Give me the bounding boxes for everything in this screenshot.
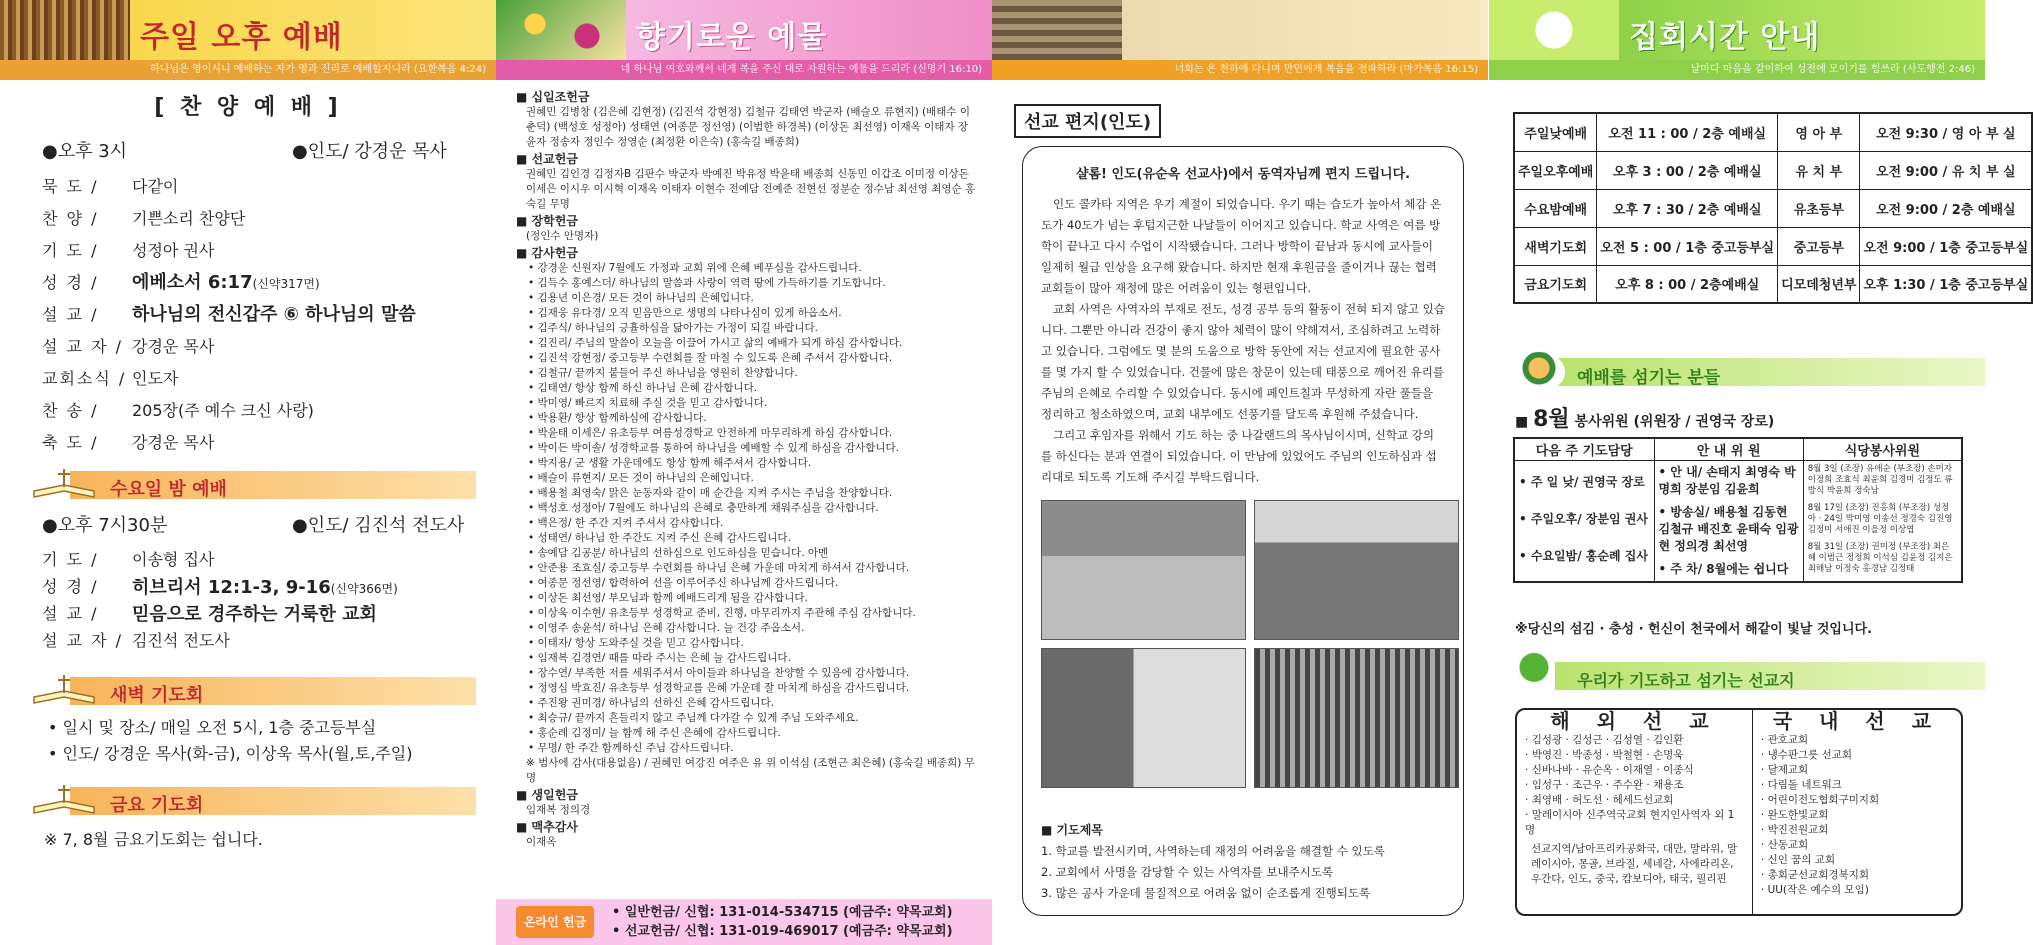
bible-icon — [30, 671, 100, 709]
bible-icon — [30, 465, 100, 503]
header-verse: 날마다 마음을 같이하여 성전에 모이기를 힘쓰라 (사도행전 2:46) — [1489, 60, 1985, 80]
list-item: 성 경 / 에베소서 6:17(신약317면) — [42, 272, 320, 293]
table-row: 금요기도회 오후 8 : 00 / 2층예배실 디모데청년부 오후 1:30 / 1층 중고등부실 — [1514, 265, 2032, 303]
list-item: · 산동교회 — [1761, 838, 1953, 853]
list-item: • 김득수 홍예스더/ 하나님의 말씀과 사랑이 역력 땅에 가득하기를 기도합니다. — [528, 276, 976, 291]
list-item: • 김진리/ 주님의 말씀이 오늘을 이끌어 가시고 삶의 예배가 되게 하심 감사합니다. — [528, 336, 976, 351]
letter-body: 인도 콜카타 지역은 우기 계절이 되었습니다. 우기 때는 습도가 높아서 체감 온도가 40도가 넘는 후텁지근한 나날들이 이어지고 있습니다. 학교 사역은 여름 방학이 끝나고 다시 수업이 시작됐습니다. 그러나 방학이 끝남과 동시에 교사들이 일제히 월급 인상을 요구해 왔습니다. 하지만 현재 후원금을 줄이거나 끊는 협력 교회들이 많아 재정에 많은 어려움이 있는 형편입니다. 교회 사역은 사역자의 부재로 전도, 성경 공부 등의 활동이 전혀 되지 않고 있습니다. 그뿐만 아니라 건강이 좋지 않아 체력이 많이 약해져서, 조심하려고 노력하고 있습니다. 그럼에도 몇 분의 도움으로 방학 동안에 저는 선교지에 필요한 공사를 몇 가지 할 수 있었습니다. 건물에 많은 창문이 있는데 태풍으로 깨어진 유리를 주님의 은혜로 수리할 수 있었습니다. 동시에 페인트칠과 무성하게 자란 풀들을 정리하고 청소하였으며, 교회 내부에도 선풍기를 달도록 후원해 주셨습니다. 그리고 후임자를 위해서 기도 하는 중 나갈랜드의 목사님이시며, 신학교 강의를 하신다는 분과 연결이 되었습니다. 이 만남에 있었어도 주님의 인도하심과 섭리대로 되도록 기도해 주시길 부탁드립니다. — [1041, 197, 1445, 484]
friday-note: ※ 7, 8월 금요기도회는 쉽니다. — [44, 830, 263, 849]
offering-list: ■ 십일조헌금 권혜민 김병창 (김은혜 김현정) (김진석 강현정) 김철규 김태연 박군자 (배슬오 류현지) (배태수 이춘덕) (백성호 성정아) 성태연 (여종문 정선영) (이범한 하경복) (이상돈 최선영) 이재옥 이태자 장윤자 정송자 정인수 정영순 (최정환 이은숙) (홍숙길 배종희) ■ 선교헌금 권혜민 김인경 김정자B 김판수 박군자 박예진 박유정 박윤태 배종희 신동민 이갑조 이미정 이상돈 이세은 이시우 이시혁 이재옥 이태자 이현수 전예담 전예준 전현선 정분순 정수남 최선영 최영순 홍숙길 무명 ■ 장학헌금 (정인수 안명자) ■ 감사헌금 • 강경운 신원자/ 7월에도 가정과 교회 위에 은혜 베푸심을 감사드립니다. • 김득수 홍예스더/ 하나님의 말씀과 사랑이 역력 땅에 가득하기를 기도합니다. • 김용년 이은경/ 모든 것이 하나님의 은혜입니다. • 김재웅 유다경/ 오직 믿음만으로 생명의 나타나심이 있게 하옵소서. • 김주식/ 하나님의 긍휼하심을 닮아가는 가정이 되길 바랍니다. • 김진리/ 주님의 말씀이 오늘을 이끌어 가시고 삶의 예배가 되게 하심 감사합니다. • 김진석 강현정/ 중고등부 수련회를 잘 마칠 수 있도록 은혜 주셔서 감사합니다. • 김철규/ 끝까지 붙들어 주신 하나님을 영원히 찬양합니다. • 김태연/ 항상 함께 하신 하나님 은혜 감사합니다. • 박미영/ 빠르지 치료해 주실 것을 믿고 감사합니다. • 박용환/ 항상 함께하심에 감사합니다. • 박윤태 이세은/ 유초등부 여름성경학교 안전하게 마무리하게 하심 감사합니다. • 박이든 박이솔/ 성경학교를 통하여 하나님을 예배할 수 있게 하심을 감사합니다. • 박지용/ 군 생활 가운데에도 항상 함께 해주셔서 감사합니다. • 배슬이 류현지/ 모든 것이 하나님의 은혜입니다. • 배용철 최영숙/ 맑은 눈동자와 같이 매 순간을 지켜 주시는 주님을 찬양합니다. • 백성호 성정아/ 7월에도 하나님의 은혜로 충만하게 채워주심을 감사합니다. • 백은정/ 한 주간 지켜 주셔서 감사합니다. • 성태연/ 하나님 한 주간도 지켜 주신 은혜 감사드립니다. • 송예담 김공분/ 하나님의 선하심으로 인도하심을 믿습니다. 아멘 • 안준용 조효실/ 중고등부 수련회를 하나님 은혜 가운데 마치게 하셔서 감사합니다. • 여종문 정선영/ 합력하여 선을 이루어주신 하나님께 감사드립니다. • 이상돈 최선영/ 부모님과 함께 예배드리게 됨을 감사합니다. • 이상욱 이수현/ 유초등부 성경학교 준비, 진행, 마무리까지 주관해 주심 감사합니다. • 이영주 송윤석/ 하나님 은혜 감사합니다. 늘 건강 주옵소서. • 이태자/ 항상 도와주실 것을 믿고 감사합니다. • 임재복 김경연/ 때를 따라 주시는 은혜 늘 감사드립니다. • 장수연/ 부족한 저를 세워주셔서 아이들과 하나님을 찬양할 수 있음에 감사합니다. • 정영심 박효진/ 유초등부 성경학교를 은혜 가운데 잘 마치게 하심을 감사드립니다. • 주진왕 권미경/ 하나님의 선하신 은혜 감사드립니다. • 최승규/ 끝까지 흔들리지 않고 주님께 다가갈 수 있게 주님 도와주세요. • 홍순례 김정미/ 늘 함께 해 주신 은혜에 감사드립니다. • 무명/ 한 주간 함께하신 주님 감사드립니다. ※ 범사에 감사(대용없음) / 권혜민 여강진 여주은 유 위 이석심 (조현근 최은혜) (홍숙길 배종희) 무명 ■ 생일헌금 임재복 정의경 ■ 맥추감사 이재옥 — [496, 80, 992, 850]
pledge-note: ※당신의 섬김 · 충성 · 헌신이 천국에서 해같이 빛날 것입니다. — [1515, 622, 1873, 637]
mission-heading: 우리가 기도하고 섬기는 선교지 — [1513, 652, 1985, 696]
wednesday-heading: 수요일 밤 예배 — [30, 465, 476, 499]
list-item: • 주진왕 권미경/ 하나님의 선하신 은혜 감사드립니다. — [528, 696, 976, 711]
section-title: [ 찬 양 예 배 ] — [154, 95, 342, 120]
month-committee: ■ 8월 봉사위원 (위원장 / 권영국 장로) — [1515, 407, 1775, 432]
list-item: 기 도 / 이송형 집사 — [42, 550, 215, 569]
list-item: 교회소식 / 인도자 — [42, 368, 179, 388]
list-item: • 이영주 송윤석/ 하나님 은혜 감사합니다. 늘 건강 주옵소서. — [528, 621, 976, 636]
list-item: • 박이든 박이솔/ 성경학교를 통하여 하나님을 예배할 수 있게 하심을 감사합니다. — [528, 441, 976, 456]
list-item: · 신바나바 · 유순옥 · 이재열 · 이종식 — [1525, 763, 1744, 778]
list-item: • 최승규/ 끝까지 흔들리지 않고 주님께 다가갈 수 있게 주님 도와주세요. — [528, 711, 976, 726]
list-item: • 박지용/ 군 생활 가운데에도 항상 함께 해주셔서 감사합니다. — [528, 456, 976, 471]
page-title: 집회시간 안내 — [1629, 20, 1821, 55]
list-item: 설 교 / 믿음으로 경주하는 거룩한 교회 — [42, 603, 377, 625]
header-verse: 너희는 온 천하에 다니며 만민에게 복음을 전파하라 (마가복음 16:15) — [992, 60, 1488, 80]
serve-heading: 예배를 섬기는 분들 — [1513, 352, 1985, 392]
photo — [1254, 500, 1459, 640]
list-item: 묵 도 / 다같이 — [42, 176, 179, 196]
list-item: 찬 양 / 기쁜소리 찬양단 — [42, 208, 246, 228]
list-item: · 냉수판그릇 선교회 — [1761, 748, 1953, 763]
list-item: • 송예담 김공분/ 하나님의 선하심으로 인도하심을 믿습니다. 아멘 — [528, 546, 976, 561]
table-row: 수요밤예배 오후 7 : 30 / 2층 예배실 유초등부 오전 9:00 / 2층 예배실 — [1514, 189, 2032, 227]
header-offerings — [496, 0, 992, 80]
list-item: • 김태연/ 항상 함께 하신 하나님 은혜 감사합니다. — [528, 381, 976, 396]
list-item: · UU(작은 예수의 모임) — [1761, 883, 1953, 898]
wednesday-time: ●오후 7시30분 — [42, 515, 168, 536]
photo — [1041, 648, 1246, 788]
photo-grid — [1041, 500, 1445, 788]
list-item: 설 교 자 / 김진석 전도사 — [42, 631, 230, 650]
header-photo-congregation — [0, 0, 130, 60]
list-item: 성 경 / 히브리서 12:1-3, 9-16(신약366면) — [42, 576, 398, 598]
list-item: • 홍순례 김정미/ 늘 함께 해 주신 은혜에 감사드립니다. — [528, 726, 976, 741]
online-offering-badge: 온라인 헌금 — [516, 906, 594, 938]
list-item: • 김주식/ 하나님의 긍휼하심을 닮아가는 가정이 되길 바랍니다. — [528, 321, 976, 336]
list-item: • 백은정/ 한 주간 지켜 주셔서 감사합니다. — [528, 516, 976, 531]
list-item: · 김성광 · 김성근 · 김성열 · 김인환 — [1525, 733, 1744, 748]
panel-schedule — [1489, 0, 2029, 945]
list-item: • 김재웅 유다경/ 오직 믿음만으로 생명의 나타나심이 있게 하옵소서. — [528, 306, 976, 321]
table-row: 주일오후예배 오후 3 : 00 / 2층 예배실 유 치 부 오전 9:00 / 유 치 부 실 — [1514, 151, 2032, 189]
list-item: · 신인 꿈의 교회 — [1761, 853, 1953, 868]
photo — [1254, 648, 1459, 788]
worship-leader: ●인도/ 강경운 목사 — [292, 141, 447, 162]
letter-box — [1022, 146, 1464, 916]
header-photo-light — [1489, 0, 1619, 60]
list-item: • 백성호 성정아/ 7월에도 하나님의 은혜로 충만하게 채워주심을 감사합니다. — [528, 501, 976, 516]
panel-mission-letter — [992, 0, 1488, 945]
list-item: · 다림돌 네트워크 — [1761, 778, 1953, 793]
online-offering — [496, 899, 992, 945]
wednesday-leader: ●인도/ 김진석 전도사 — [292, 515, 465, 536]
list-item: • 장수연/ 부족한 저를 세워주셔서 아이들과 하나님을 찬양할 수 있음에 감사합니다. — [528, 666, 976, 681]
worship-time: ●오후 3시 — [42, 141, 128, 162]
list-item: • 박미영/ 빠르지 치료해 주실 것을 믿고 감사합니다. — [528, 396, 976, 411]
list-item: · 말레이시아 신주역국교회 현지인사역자 외 1명 — [1525, 808, 1744, 838]
list-item: • 이상돈 최선영/ 부모님과 함께 예배드리게 됨을 감사합니다. — [528, 591, 976, 606]
table-row: 새벽기도회 오전 5 : 00 / 1층 중고등부실 중고등부 오전 9:00 / 1층 중고등부실 — [1514, 227, 2032, 265]
header-mission — [992, 0, 1488, 80]
list-item: · 어린이전도협회구미지회 — [1761, 793, 1953, 808]
photo — [1041, 500, 1246, 640]
schedule-table — [1513, 112, 2033, 304]
list-item: • 박용환/ 항상 함께하심에 감사합니다. — [528, 411, 976, 426]
header-photo-flowers — [496, 0, 626, 60]
wednesday-order — [0, 545, 496, 653]
list-item: • 여종문 정선영/ 합력하여 선을 이루어주신 하나님께 감사드립니다. — [528, 576, 976, 591]
list-item: 기 도 / 성정아 권사 — [42, 240, 215, 260]
list-item: · 총회군선교회경북지회 — [1761, 868, 1953, 883]
list-item: · 임성구 · 조근우 · 주수완 · 채용조 — [1525, 778, 1744, 793]
panel-afternoon-worship — [0, 0, 496, 945]
header-verse: 하나님은 영이시니 예배하는 자가 영과 진리로 예배할지니라 (요한복음 4:24) — [0, 60, 496, 80]
service-table: 다음 주 기도담당 안 내 위 원 식당봉사위원 • 주 일 낮/ 권영국 장로 • 주일오후/ 장분임 권사 • 수요일밤/ 홍순례 집사 • 안 내/ 손태지 최영숙 박명희 장분임 김윤희 • 방송실/ 배용철 김동현 김철규 배진호 윤태숙 임광현 정의경 최선영 • 주 차/ 8월에는 쉽니다 8월 3일 (조장) 유애순 (부조장) 손미자 이정희 조효식 최윤희 김경미 김정도 류방식 박윤희 정숙남 8월 17일 (조장) 진홍희 (부조장) 성정아 · 24일 박미영 이송선 정경숙 김진영 김정미 서애진 이을정 이상엽 8월 31일 (조장) 권미정 (부조장) 최은혜 이범근 정정희 이석심 김윤정 김지은 최해남 이정숙 홍경남 김정태 — [1513, 437, 1963, 583]
list-item: · 박진전원교회 — [1761, 823, 1953, 838]
list-item: • 이태자/ 항상 도와주실 것을 믿고 감사합니다. — [528, 636, 976, 651]
general-account: • 일반헌금/ 신협: 131-014-534715 (예금주: 약목교회) — [612, 905, 953, 920]
list-item: · 박영진 · 박종성 · 박철현 · 손명욱 — [1525, 748, 1744, 763]
list-item: • 안준용 조효실/ 중고등부 수련회를 하나님 은혜 가운데 마치게 하셔서 감사합니다. — [528, 561, 976, 576]
prayer-topics: ■ 기도제목 1. 학교를 발전시키며, 사역하는데 재정의 어려움을 해결할 수 있도록 2. 교회에서 사명을 감당할 수 있는 사역자를 보내주시도록 3. 많은 공사 가운데 물질적으로 어려움 없이 순조롭게 진행되도록 — [1041, 820, 1445, 904]
list-item: • 임재복 김경연/ 때를 따라 주시는 은혜 늘 감사드립니다. — [528, 651, 976, 666]
bible-icon — [30, 781, 100, 819]
list-item: • 배슬이 류현지/ 모든 것이 하나님의 은혜입니다. — [528, 471, 976, 486]
list-item: · 달제교회 — [1761, 763, 1953, 778]
list-item: · 최영배 · 허도선 · 헤세드선교회 — [1525, 793, 1744, 808]
list-item: • 강경운 신원자/ 7월에도 가정과 교회 위에 은혜 베푸심을 감사드립니다. — [528, 261, 976, 276]
header-afternoon-worship — [0, 0, 496, 80]
panel-offerings — [496, 0, 992, 945]
list-item: 설 교 자 / 강경운 목사 — [42, 336, 215, 356]
letter-title: 선교 편지(인도) — [1014, 104, 1161, 138]
list-item: 설 교 / 하나님의 전신갑주 ⑥ 하나님의 말씀 — [42, 304, 416, 325]
header-verse: 네 하나님 여호와께서 네게 복을 주신 대로 자원하는 예물을 드리라 (신명기 16:10) — [496, 60, 992, 80]
page-title: 향기로운 예물 — [636, 20, 828, 55]
mission-account: • 선교헌금/ 신협: 131-019-469017 (예금주: 약목교회) — [612, 924, 953, 939]
list-item: • 김진석 강현정/ 중고등부 수련회를 잘 마칠 수 있도록 은혜 주셔서 감사합니다. — [528, 351, 976, 366]
list-item: • 이상욱 이수현/ 유초등부 성경학교 준비, 진행, 마무리까지 주관해 주심 감사합니다. — [528, 606, 976, 621]
table-row: 주일낮예배 오전 11 : 00 / 2층 예배실 영 아 부 오전 9:30 / 영 아 부 실 — [1514, 113, 2032, 151]
list-item: • 박윤태 이세은/ 유초등부 여름성경학교 안전하게 마무리하게 하심 감사합니다. — [528, 426, 976, 441]
thanks-list — [516, 261, 976, 756]
header-schedule — [1489, 0, 1985, 80]
list-item: • 성태연/ 하나님 한 주간도 지켜 주신 은혜 감사드립니다. — [528, 531, 976, 546]
list-item: 축 도 / 강경운 목사 — [42, 432, 215, 452]
list-item: • 김용년 이은경/ 모든 것이 하나님의 은혜입니다. — [528, 291, 976, 306]
dawn-heading: 새벽 기도회 — [30, 671, 476, 705]
tree-icon — [1513, 652, 1555, 696]
order-of-worship — [0, 169, 496, 457]
dawn-info: • 일시 및 장소/ 매일 오전 5시, 1층 중고등부실 • 인도/ 강경운 목사(화-금), 이상욱 목사(월,토,주일) — [48, 718, 413, 763]
globe-icon — [1513, 352, 1565, 392]
letter-heading: 샬롬! 인도(유순옥 선교사)에서 동역자님께 편지 드립니다. — [1075, 167, 1411, 182]
list-item: 찬 송 / 205장(주 예수 크신 사랑) — [42, 400, 314, 420]
list-item: • 무명/ 한 주간 함께하신 주님 감사드립니다. — [528, 741, 976, 756]
friday-heading: 금요 기도회 — [30, 781, 476, 815]
list-item: • 김철규/ 끝까지 붙들어 주신 하나님을 영원히 찬양합니다. — [528, 366, 976, 381]
mission-box: 해 외 선 교 · 김성광 · 김성근 · 김성열 · 김인환 · 박영진 · 박종성 · 박철현 · 손명욱 · 신바나바 · 유순옥 · 이재열 · 이종식 · 임성구 · 조근우 · 주수완 · 채용조 · 최영배 · 허도선 · 헤세드선교회 · 말레이시아 신주역국교회 현지인사역자 외 1명 선교지역/남아프리카공화국, 대만, 말라위, 말레이시아, 몽골, 브라질, 세네갈, 사에라리온, 우간다, 인도, 중국, 캄보디아, 태국, 필리핀 국 내 선 교 · 관호교회 · 냉수판그릇 선교회 · 달제교회 · 다림돌 네트워크 · 어린이전도협회구미지회 · 완도한빛교회 · 박진전원교회 · 산동교회 · 신인 꿈의 교회 · 총회군선교회경북지회 · UU(작은 예수의 모임) — [1515, 708, 1963, 916]
page-title: 주일 오후 예배 — [140, 20, 343, 55]
header-photo-building — [992, 0, 1122, 60]
list-item: • 정영심 박효진/ 유초등부 성경학교를 은혜 가운데 잘 마치게 하심을 감사드립니다. — [528, 681, 976, 696]
list-item: · 완도한빛교회 — [1761, 808, 1953, 823]
list-item: • 배용철 최영숙/ 맑은 눈동자와 같이 매 순간을 지켜 주시는 주님을 찬양합니다. — [528, 486, 976, 501]
list-item: · 관호교회 — [1761, 733, 1953, 748]
